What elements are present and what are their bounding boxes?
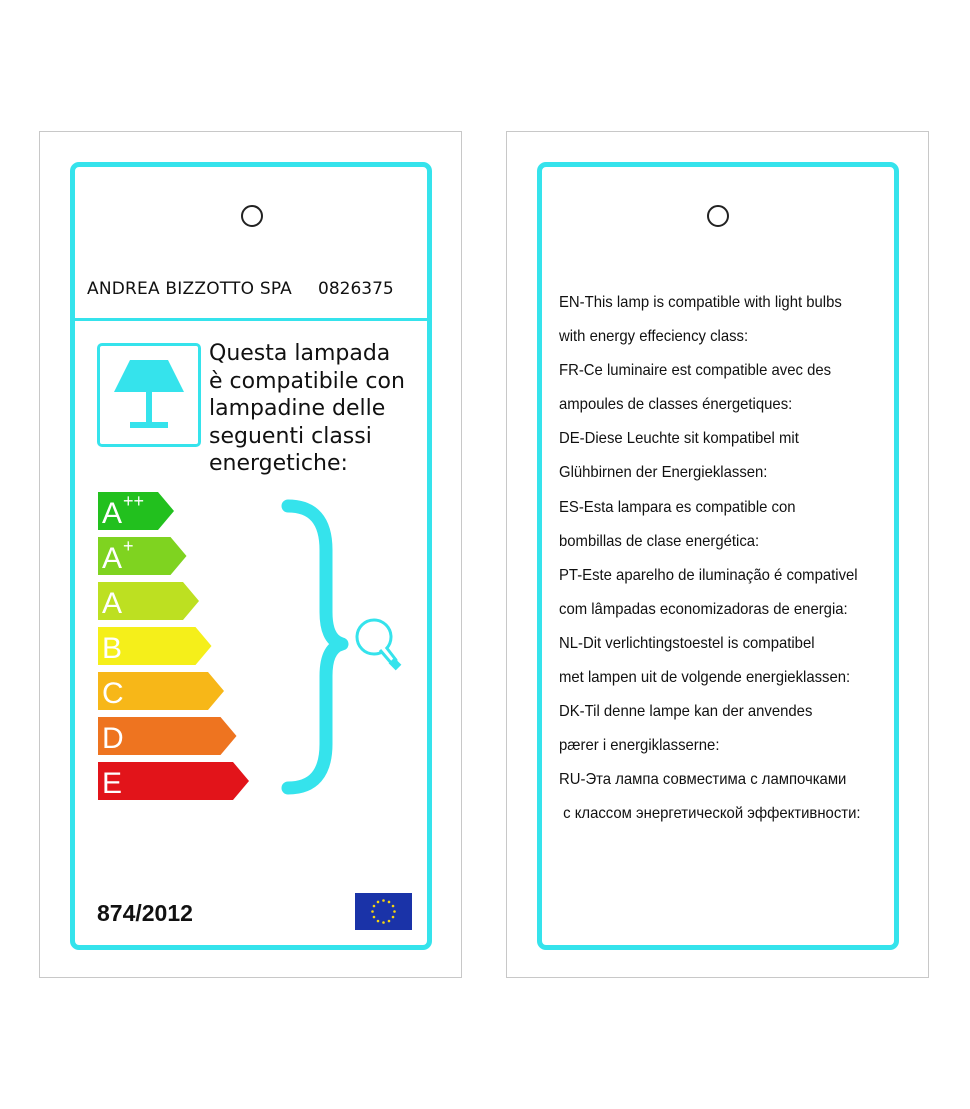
energy-class-arrow: [98, 536, 187, 575]
eu-star: [392, 905, 395, 908]
product-code: 0826375: [318, 279, 394, 299]
language-line: RU-Эта лампа совместима с лампочками: [559, 771, 847, 789]
language-line: with energy effeciency class:: [559, 328, 749, 346]
energy-class-arrow: [98, 717, 237, 755]
language-line: PT-Este aparelho de iluminação é compativel: [559, 566, 858, 584]
language-line: ampoules de classes énergetiques:: [559, 396, 793, 414]
company-name: ANDREA BIZZOTTO SPA: [87, 279, 293, 299]
energy-class-scale: [98, 492, 428, 812]
table-lamp-icon: [100, 346, 198, 444]
language-line: EN-This lamp is compatible with light bulbs: [559, 294, 842, 311]
multilingual-text: [559, 286, 899, 832]
eu-star: [393, 910, 396, 913]
label-frame: [70, 162, 432, 950]
hang-hole: [707, 205, 729, 227]
lamp-symbol: [97, 343, 201, 447]
eu-flag-icon: [355, 893, 412, 930]
label-frame: [537, 162, 899, 950]
energy-class-letter: A: [102, 497, 123, 530]
language-line: DE-Diese Leuchte sit kompatibel mit: [559, 430, 799, 448]
eu-star: [382, 921, 385, 924]
language-line: FR-Ce luminaire est compatible avec des: [559, 362, 832, 380]
eu-star: [392, 916, 395, 919]
language-line: DK-Til denne lampe kan der anvendes: [559, 703, 813, 721]
energy-class-letter: A: [102, 542, 123, 575]
language-line: Glühbirnen der Energieklassen:: [559, 464, 768, 482]
energy-class-letter: E: [102, 767, 123, 800]
energy-class-superscript: ++: [123, 492, 145, 511]
hang-hole: [241, 205, 263, 227]
light-bulb-icon: [357, 620, 401, 670]
compatibility-line: energetiche:: [209, 451, 348, 476]
eu-star: [371, 910, 374, 913]
energy-class-arrow: [98, 672, 224, 710]
energy-class-letter: D: [102, 722, 124, 755]
eu-star: [377, 901, 380, 904]
eu-star: [377, 920, 380, 923]
language-line: com lâmpadas economizadoras de energia:: [559, 600, 848, 618]
compatibility-text: [209, 340, 419, 478]
eu-star: [373, 916, 376, 919]
energy-label-front: [39, 131, 462, 978]
eu-star: [382, 899, 385, 902]
energy-class-arrow: [98, 762, 249, 800]
eu-star: [388, 901, 391, 904]
language-line: met lampen uit de volgende energieklassen:: [559, 669, 851, 687]
energy-class-arrow: [98, 582, 199, 620]
language-line: с классом энергетической эффективности:: [559, 805, 861, 823]
language-line: NL-Dit verlichtingstoestel is compatibel: [559, 634, 815, 652]
energy-class-arrow: [98, 627, 212, 665]
language-line: bombillas de clase energética:: [559, 532, 760, 550]
compatibility-line: lampadine delle: [209, 396, 386, 421]
energy-label-back: [506, 131, 929, 978]
compatibility-line: Questa lampada: [209, 341, 391, 366]
eu-star: [388, 920, 391, 923]
compatibility-line: è compatibile con: [209, 368, 405, 394]
language-line: ES-Esta lampara es compatible con: [559, 498, 796, 516]
energy-class-letter: B: [102, 632, 123, 665]
language-line: pærer i energiklasserne:: [559, 737, 720, 755]
energy-class-letter: C: [102, 677, 124, 710]
brace: [288, 506, 342, 788]
energy-class-letter: A: [102, 587, 123, 620]
regulation-number: 874/2012: [97, 900, 193, 926]
compatibility-line: seguenti classi: [209, 423, 372, 449]
energy-class-superscript: +: [123, 536, 134, 556]
divider: [75, 318, 427, 321]
energy-class-arrow: [98, 492, 174, 530]
eu-star: [373, 905, 376, 908]
